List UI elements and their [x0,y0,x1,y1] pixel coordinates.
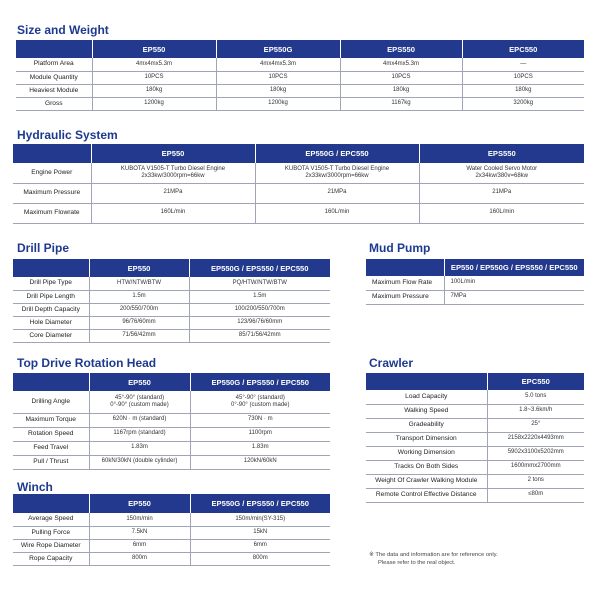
size-weight-header-blank [16,40,92,58]
table-cell: 15kN [190,526,330,539]
table-row [366,404,584,418]
table-cell: 10PCS [216,71,340,84]
table-cell: 180kg [92,84,216,97]
reference-note-line-1: ※ The data and information are for reference only. [369,552,498,558]
table-row [13,290,330,303]
table-cell: 21MPa [419,183,584,203]
table-cell [255,163,419,183]
table-cell: 4mx4mx5.3m [340,58,462,71]
cell-line: 45°-90° (standard) [114,394,165,401]
table-cell: 160L/min [91,203,255,223]
column-header-ep550: EP550 [89,373,190,391]
column-header-epc550: EPC550 [487,373,584,390]
size-weight-title: Size and Weight [17,23,109,37]
table-row [13,163,584,183]
table-row [366,276,584,290]
table-cell: 7.5kN [89,526,190,539]
table-cell: 120kN/60kN [190,455,330,469]
top-drive-table [13,373,330,470]
column-header-ep550: EP550 [89,259,189,277]
column-header-eps550: EPS550 [419,144,584,163]
table-cell: — [462,58,584,71]
reference-note-line-2: Please refer to the real object. [378,560,456,566]
hydraulic-header-blank [13,144,91,163]
row-label-pulling-force: Pulling Force [13,526,89,539]
cell-line: KUBOTA V1505-T Turbo Diesel Engine [284,165,390,172]
table-row [366,290,584,304]
row-label-drill-depth-capacity: Drill Depth Capacity [13,303,89,316]
table-cell: 800m [190,552,330,565]
table-cell [91,163,255,183]
table-row [13,391,330,413]
table-row [366,390,584,404]
table-cell: 4mx4mx5.3m [216,58,340,71]
row-label-load-capacity: Load Capacity [366,390,487,404]
cell-line: 2x34kw/380v=68kw [475,172,529,179]
table-cell: 200/550/700m [89,303,189,316]
table-cell: 1.5m [89,290,189,303]
table-row [13,441,330,455]
table-cell: 10PCS [462,71,584,84]
mud-pump-header-blank [366,259,444,276]
table-row [16,84,584,97]
column-header-ep550: EP550 [89,494,190,513]
cell-line: Water Cooled Servo Motor [466,165,538,172]
row-label-maximum-flowrate: Maximum Flowrate [13,203,91,223]
row-label-maximum-pressure: Maximum Pressure [366,290,444,304]
row-label-wire-rope-diameter: Wire Rope Diameter [13,539,89,552]
table-row [366,488,584,502]
winch-table [13,494,330,566]
column-header-ep550g: EP550G [216,40,340,58]
table-row [366,432,584,446]
table-cell: 160L/min [419,203,584,223]
row-label-transport-dimension: Transport Dimension [366,432,487,446]
table-row [13,277,330,290]
row-label-walking-speed: Walking Speed [366,404,487,418]
table-row [13,316,330,329]
table-cell: 85/71/56/42mm [189,329,330,342]
table-row [13,526,330,539]
cell-line: 2x33kw/3000rpm=66kw [141,172,205,179]
table-cell: 1167kg [340,97,462,110]
table-cell: 21MPa [91,183,255,203]
crawler-header-blank [366,373,487,390]
table-row [13,303,330,316]
table-cell: 10PCS [340,71,462,84]
table-row [13,183,584,203]
table-cell: 71/56/42mm [89,329,189,342]
table-cell: 60kN/30kN (double cylinder) [89,455,190,469]
table-cell: 123/96/76/60mm [189,316,330,329]
table-cell: 10PCS [92,71,216,84]
column-header-eps550: EPS550 [340,40,462,58]
crawler-table [366,373,584,503]
table-row [16,71,584,84]
table-cell: 7MPa [444,290,584,304]
top-drive-title: Top Drive Rotation Head [17,356,157,370]
hydraulic-table [13,144,584,224]
table-cell: 1100rpm [190,427,330,441]
column-header-ep550g-eps550-epc550: EP550G / EPS550 / EPC550 [190,494,330,513]
row-label-module-quantity: Module Quantity [16,71,92,84]
reference-note [369,551,498,567]
cell-line: 45°-90° (standard) [235,394,285,401]
table-cell: 21MPa [255,183,419,203]
mud-pump-table [366,259,584,305]
column-header-ep550: EP550 [91,144,255,163]
table-row [366,418,584,432]
winch-title: Winch [17,480,53,494]
table-cell [419,163,584,183]
table-cell: 1.5m [189,290,330,303]
table-cell: HTW/NTW/BTW [89,277,189,290]
table-cell: 6mm [89,539,190,552]
table-cell: 96/76/60mm [89,316,189,329]
column-header-ep550: EP550 [92,40,216,58]
table-cell: 5.0 tons [487,390,584,404]
table-cell: 620N · m (standard) [89,413,190,427]
column-header-epc550: EPC550 [462,40,584,58]
drill-pipe-title: Drill Pipe [17,241,70,255]
table-cell: ≤80m [487,488,584,502]
table-row [13,329,330,342]
table-cell: 25° [487,418,584,432]
table-cell: 100L/min [444,276,584,290]
row-label-drill-pipe-length: Drill Pipe Length [13,290,89,303]
table-row [13,455,330,469]
column-header-ep550g-eps550-epc550: EP550G / EPS550 / EPC550 [189,259,330,277]
table-cell: 3200kg [462,97,584,110]
row-label-weight-of-crawler-walking-module: Weight Of Crawler Walking Module [366,474,487,488]
row-label-pull-thrust: Pull / Thrust [13,455,89,469]
column-header-ep550g-eps550-epc550: EP550G / EPS550 / EPC550 [190,373,330,391]
top-drive-header-blank [13,373,89,391]
row-label-platform-area: Platform Area [16,58,92,71]
row-label-rope-capacity: Rope Capacity [13,552,89,565]
table-row [13,539,330,552]
row-label-gross: Gross [16,97,92,110]
row-label-maximum-pressure: Maximum Pressure [13,183,91,203]
table-cell: 1200kg [216,97,340,110]
table-row [366,460,584,474]
table-cell: 800m [89,552,190,565]
cell-line: 0°-90° (custom made) [110,401,169,408]
table-row [16,97,584,110]
table-cell: 1200kg [92,97,216,110]
table-cell: 2 tons [487,474,584,488]
row-label-drill-pipe-type: Drill Pipe Type [13,277,89,290]
table-cell: 2158x2220x4493mm [487,432,584,446]
table-cell: 1.83m [89,441,190,455]
row-label-gradeability: Gradeability [366,418,487,432]
drill-pipe-table [13,259,330,343]
crawler-title: Crawler [369,356,414,370]
cell-line: 0°-90° (custom made) [231,401,290,408]
cell-line: 2x33kw/3000rpm=66kw [305,172,369,179]
table-cell [89,391,190,413]
table-row [16,58,584,71]
table-cell: 1.83m [190,441,330,455]
column-header-ep550-ep550g-eps550-epc550: EP550 / EP550G / EPS550 / EPC550 [444,259,584,276]
row-label-feed-travel: Feed Travel [13,441,89,455]
row-label-tracks-on-both-sides: Tracks On Both Sides [366,460,487,474]
row-label-hole-diameter: Hole Diameter [13,316,89,329]
winch-header-blank [13,494,89,513]
row-label-engine-power: Engine Power [13,163,91,183]
row-label-rotation-speed: Rotation Speed [13,427,89,441]
cell-line: KUBOTA V1505-T Turbo Diesel Engine [120,165,226,172]
table-row [13,552,330,565]
table-cell: 730N · m [190,413,330,427]
table-cell: 6mm [190,539,330,552]
row-label-core-diameter: Core Diameter [13,329,89,342]
table-cell: 180kg [462,84,584,97]
table-cell [190,391,330,413]
table-cell: 180kg [216,84,340,97]
column-header-ep550g-epc550: EP550G / EPC550 [255,144,419,163]
table-cell: 150m/min [89,513,190,526]
table-cell: 100/200/550/700m [189,303,330,316]
table-cell: PQ/HTW/NTW/BTW [189,277,330,290]
drill-pipe-header-blank [13,259,89,277]
table-row [366,474,584,488]
size-weight-table [16,40,584,111]
row-label-drilling-angle: Drilling Angle [13,391,89,413]
mud-pump-title: Mud Pump [369,241,431,255]
row-label-maximum-torque: Maximum Torque [13,413,89,427]
table-row [13,513,330,526]
table-cell: 4mx4mx5.3m [92,58,216,71]
table-row [13,203,584,223]
row-label-maximum-flow-rate: Maximum Flow Rate [366,276,444,290]
table-row [13,427,330,441]
table-cell: 150m/min(SY-315) [190,513,330,526]
table-cell: 1.8~3.6km/h [487,404,584,418]
row-label-heaviest-module: Heaviest Module [16,84,92,97]
table-cell: 160L/min [255,203,419,223]
row-label-remote-control-effective-distance: Remote Control Effective Distance [366,488,487,502]
table-cell: 180kg [340,84,462,97]
table-cell: 5902x3100x5202mm [487,446,584,460]
row-label-average-speed: Average Speed [13,513,89,526]
table-row [366,446,584,460]
table-cell: 1600mmx2700mm [487,460,584,474]
table-cell: 1167rpm (standard) [89,427,190,441]
table-row [13,413,330,427]
row-label-working-dimension: Working Dimension [366,446,487,460]
hydraulic-title: Hydraulic System [17,128,118,142]
